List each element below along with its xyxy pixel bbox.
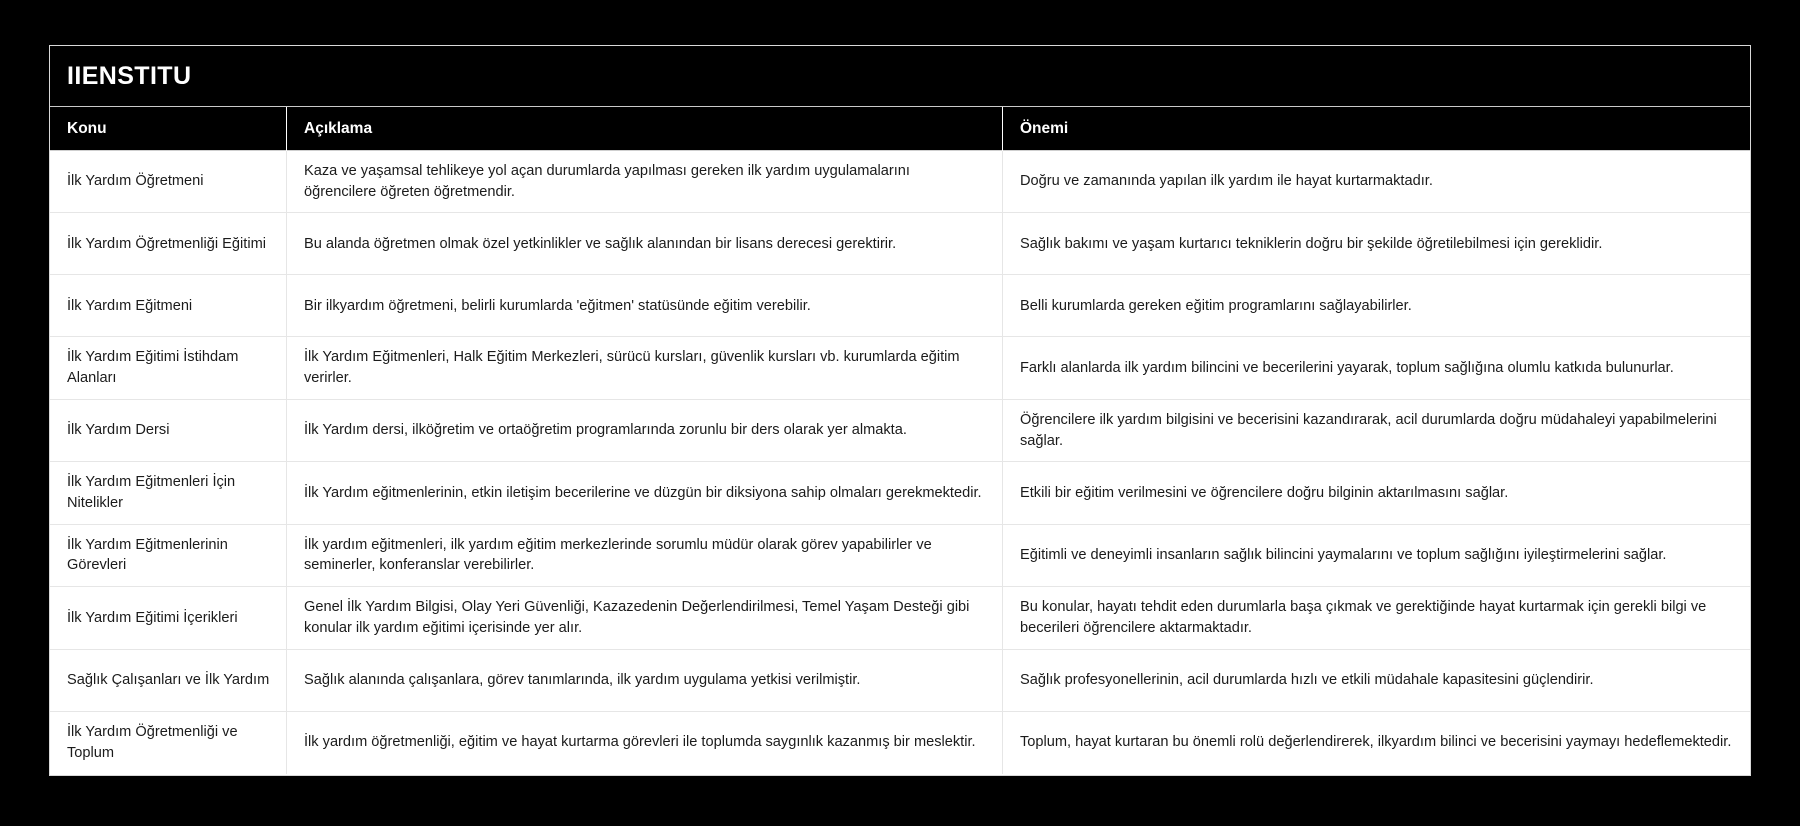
cell-aciklama [286,275,1002,336]
cell-konu [50,650,286,711]
cell-aciklama-text: İlk yardım eğitmenleri, ilk yardım eğitim merkezlerinde sorumlu müdür olarak görev yapabilirler ve seminerler, konferanslar verebilirler. [304,536,932,574]
table-row [50,151,1750,213]
table-body [50,151,1750,774]
cell-onemi [1002,151,1750,212]
cell-onemi [1002,275,1750,336]
cell-aciklama-text: Bu alanda öğretmen olmak özel yetkinlikler ve sağlık alanından bir lisans derecesi gerektirir. [304,235,897,252]
brand-header [50,46,1750,107]
cell-onemi [1002,650,1750,711]
cell-aciklama [286,462,1002,523]
cell-konu-text: İlk Yardım Eğitmenleri İçin Nitelikler [67,474,236,512]
cell-aciklama [286,337,1002,398]
table-row [50,587,1750,649]
cell-aciklama-text: İlk Yardım dersi, ilköğretim ve ortaöğretim programlarında zorunlu bir ders olarak yer almakta. [304,422,907,439]
cell-konu [50,337,286,398]
cell-aciklama-text: Genel İlk Yardım Bilgisi, Olay Yeri Güvenliği, Kazazedenin Değerlendirilmesi, Temel Yaşam Desteği gibi konular ilk yardım eğitimi içerisinde yer alır. [304,599,970,636]
cell-aciklama [286,525,1002,586]
cell-aciklama [286,650,1002,711]
cell-onemi-text: Bu konular, hayatı tehdit eden durumlarla başa çıkmak ve gerektiğinde hayat kurtarmak için gerekli bilgi ve becerileri öğrencilere aktarmaktadır. [1020,599,1707,636]
cell-aciklama [286,587,1002,648]
cell-aciklama-text: Kaza ve yaşamsal tehlikeye yol açan durumlarda yapılması gereken ilk yardım uygulamalarını öğrencilere öğreten öğretmendir. [304,163,910,200]
info-table [49,45,1751,776]
cell-konu [50,587,286,648]
cell-aciklama-text: İlk Yardım Eğitmenleri, Halk Eğitim Merkezleri, sürücü kursları, güvenlik kursları vb. kurumlarda eğitim verirler. [304,349,960,387]
cell-onemi-text: Sağlık bakımı ve yaşam kurtarıcı tekniklerin doğru bir şekilde öğretilebilmesi için gereklidir. [1020,235,1603,252]
table-row [50,337,1750,399]
cell-konu [50,275,286,336]
cell-konu-text: İlk Yardım Öğretmenliği ve Toplum [67,723,238,761]
cell-konu-text: İlk Yardım Eğitimi İstihdam Alanları [67,349,239,387]
cell-konu [50,400,286,461]
cell-onemi [1002,400,1750,461]
cell-onemi-text: Eğitimli ve deneyimli insanların sağlık bilincini yaymalarını ve toplum sağlığını iyileştirmelerini sağlar. [1020,547,1667,564]
brand-logo-text: IIENSTITU [67,61,192,90]
cell-konu [50,525,286,586]
cell-konu-text: İlk Yardım Öğretmeni [67,173,204,190]
cell-onemi [1002,525,1750,586]
cell-konu [50,213,286,274]
cell-konu-text: İlk Yardım Eğitmenlerinin Görevleri [67,536,228,574]
cell-konu-text: İlk Yardım Öğretmenliği Eğitimi [67,235,266,252]
cell-onemi [1002,712,1750,774]
table-row [50,712,1750,774]
cell-onemi [1002,462,1750,523]
table-row [50,213,1750,275]
cell-konu [50,151,286,212]
cell-aciklama [286,213,1002,274]
cell-onemi [1002,587,1750,648]
cell-onemi [1002,213,1750,274]
column-header-konu: Konu [67,119,107,137]
cell-onemi-text: Öğrencilere ilk yardım bilgisini ve becerisini kazandırarak, acil durumlarda doğru müdahaleyi yapabilmelerini sağlar. [1020,411,1717,449]
cell-onemi [1002,337,1750,398]
table-row [50,525,1750,587]
cell-konu [50,462,286,523]
cell-konu-text: İlk Yardım Eğitimi İçerikleri [67,609,238,626]
table-row [50,650,1750,712]
cell-onemi-text: Doğru ve zamanında yapılan ilk yardım ile hayat kurtarmaktadır. [1020,173,1433,190]
table-row [50,275,1750,337]
table-row [50,400,1750,462]
cell-konu-text: Sağlık Çalışanları ve İlk Yardım [67,671,270,688]
cell-aciklama-text: İlk yardım öğretmenliği, eğitim ve hayat kurtarma görevleri ile toplumda saygınlık kazanmış bir meslektir. [304,734,976,751]
cell-aciklama [286,400,1002,461]
table-header-row [50,107,1750,151]
cell-aciklama [286,151,1002,212]
column-header-onemi: Önemi [1002,107,1750,151]
column-header-aciklama: Açıklama [286,107,1002,151]
cell-konu-text: İlk Yardım Eğitmeni [67,297,193,314]
cell-aciklama-text: Bir ilkyardım öğretmeni, belirli kurumlarda 'eğitmen' statüsünde eğitim verebilir. [304,297,811,314]
cell-onemi-text: Sağlık profesyonellerinin, acil durumlarda hızlı ve etkili müdahale kapasitesini güçlendirir. [1020,671,1594,688]
cell-aciklama-text: Sağlık alanında çalışanlara, görev tanımlarında, ilk yardım uygulama yetkisi verilmiştir. [304,671,861,688]
cell-onemi-text: Etkili bir eğitim verilmesini ve öğrencilere doğru bilginin aktarılmasını sağlar. [1020,484,1509,501]
cell-konu-text: İlk Yardım Dersi [67,422,170,439]
cell-konu [50,712,286,774]
cell-aciklama [286,712,1002,774]
cell-onemi-text: Belli kurumlarda gereken eğitim programlarını sağlayabilirler. [1020,297,1412,314]
table-row [50,462,1750,524]
cell-onemi-text: Farklı alanlarda ilk yardım bilincini ve becerilerini yayarak, toplum sağlığına olumlu katkıda bulunurlar. [1020,359,1674,376]
cell-aciklama-text: İlk Yardım eğitmenlerinin, etkin iletişim becerilerine ve düzgün bir diksiyona sahip olmaları gerekmektedir. [304,484,982,501]
cell-onemi-text: Toplum, hayat kurtaran bu önemli rolü değerlendirerek, ilkyardım bilinci ve becerisini yaymayı hedeflemektedir. [1020,734,1732,751]
